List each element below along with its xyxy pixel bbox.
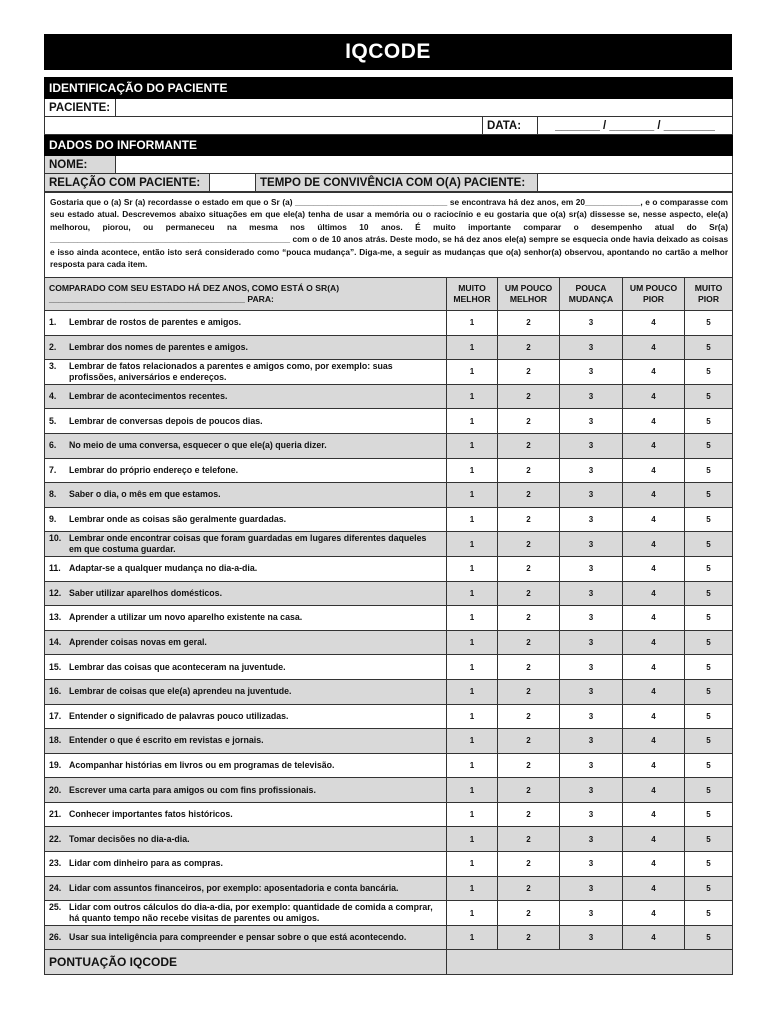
item-option-4[interactable]: 4 [623, 384, 685, 409]
item-option-5[interactable]: 5 [685, 360, 733, 385]
table-row [45, 458, 733, 483]
item-option-3[interactable]: 3 [560, 483, 623, 508]
item-number: 3. [49, 360, 57, 371]
item-option-2[interactable]: 2 [498, 483, 560, 508]
item-option-2[interactable]: 2 [498, 507, 560, 532]
item-question [45, 925, 447, 950]
item-option-5[interactable]: 5 [685, 433, 733, 458]
item-question [45, 753, 447, 778]
item-question [45, 852, 447, 877]
item-option-3[interactable]: 3 [560, 409, 623, 434]
item-text: Usar sua inteligência para compreender e pensar sobre o que está acontecendo. [69, 932, 407, 943]
date-label: DATA: [483, 117, 538, 135]
item-question [45, 581, 447, 606]
question-header-line1: COMPARADO COM SEU ESTADO HÁ DEZ ANOS, COMO ESTÁ O SR(A) [49, 283, 340, 293]
coexistence-time-field[interactable] [538, 174, 733, 192]
patient-label: PACIENTE: [45, 99, 116, 117]
item-option-5[interactable]: 5 [685, 630, 733, 655]
item-number: 21. [49, 809, 62, 820]
score-label: PONTUAÇÃO IQCODE [45, 950, 447, 975]
item-option-1[interactable]: 1 [447, 753, 498, 778]
item-number: 17. [49, 710, 62, 721]
item-option-3[interactable]: 3 [560, 876, 623, 901]
item-text: Lembrar de fatos relacionados a parentes e amigos como, por exemplo: suas profissões, aniversários e endereços. [69, 360, 393, 382]
item-question [45, 729, 447, 754]
informant-section-header: DADOS DO INFORMANTE [45, 135, 733, 156]
item-text: Saber o dia, o mês em que estamos. [69, 489, 221, 500]
item-text: Conhecer importantes fatos históricos. [69, 809, 233, 820]
item-option-4[interactable]: 4 [623, 606, 685, 631]
relation-label: RELAÇÃO COM PACIENTE: [45, 174, 210, 192]
item-option-4[interactable]: 4 [623, 802, 685, 827]
item-option-4[interactable]: 4 [623, 630, 685, 655]
item-option-4[interactable]: 4 [623, 827, 685, 852]
item-text: No meio de uma conversa, esquecer o que ele(a) queria dizer. [69, 440, 327, 451]
item-number: 24. [49, 882, 62, 893]
question-header-line2: _________________________________________ PARA: [49, 294, 274, 304]
item-question [45, 876, 447, 901]
item-option-4[interactable]: 4 [623, 532, 685, 557]
informant-name-label: NOME: [45, 156, 116, 174]
item-option-4[interactable]: 4 [623, 409, 685, 434]
item-number: 13. [49, 612, 62, 623]
item-option-1[interactable]: 1 [447, 852, 498, 877]
item-option-3[interactable]: 3 [560, 532, 623, 557]
items-body [45, 311, 733, 950]
item-option-4[interactable]: 4 [623, 507, 685, 532]
item-number: 19. [49, 759, 62, 770]
item-option-1[interactable]: 1 [447, 556, 498, 581]
item-option-1[interactable]: 1 [447, 901, 498, 926]
item-option-2[interactable]: 2 [498, 335, 560, 360]
item-text: Lidar com assuntos financeiros, por exemplo: aposentadoria e conta bancária. [69, 882, 399, 893]
item-option-5[interactable]: 5 [685, 483, 733, 508]
item-text: Lembrar do próprio endereço e telefone. [69, 464, 239, 475]
item-option-4[interactable]: 4 [623, 458, 685, 483]
item-option-2[interactable]: 2 [498, 433, 560, 458]
item-option-5[interactable]: 5 [685, 581, 733, 606]
item-option-3[interactable]: 3 [560, 901, 623, 926]
item-option-2[interactable]: 2 [498, 679, 560, 704]
item-option-2[interactable]: 2 [498, 630, 560, 655]
item-option-4[interactable]: 4 [623, 901, 685, 926]
table-row [45, 409, 733, 434]
item-option-5[interactable]: 5 [685, 778, 733, 803]
form-title: IQCODE [44, 34, 732, 70]
item-number: 23. [49, 858, 62, 869]
item-question [45, 433, 447, 458]
item-question [45, 901, 447, 926]
item-option-5[interactable]: 5 [685, 507, 733, 532]
item-number: 9. [49, 514, 57, 525]
item-question [45, 556, 447, 581]
relation-field[interactable] [210, 174, 256, 192]
table-row [45, 606, 733, 631]
item-option-5[interactable]: 5 [685, 311, 733, 336]
item-text: Lembrar onde encontrar coisas que foram guardadas em lugares diferentes daqueles em que costuma guardar. [69, 533, 427, 555]
item-option-3[interactable]: 3 [560, 852, 623, 877]
item-option-4[interactable]: 4 [623, 679, 685, 704]
item-option-1[interactable]: 1 [447, 729, 498, 754]
item-option-2[interactable]: 2 [498, 901, 560, 926]
item-option-5[interactable]: 5 [685, 409, 733, 434]
item-number: 22. [49, 833, 62, 844]
item-option-2[interactable]: 2 [498, 802, 560, 827]
option-header-muito-melhor: MUITO MELHOR [447, 278, 498, 311]
item-number: 16. [49, 686, 62, 697]
table-row [45, 778, 733, 803]
item-option-3[interactable]: 3 [560, 704, 623, 729]
item-question [45, 409, 447, 434]
table-row [45, 876, 733, 901]
item-question [45, 384, 447, 409]
item-option-4[interactable]: 4 [623, 581, 685, 606]
item-option-3[interactable]: 3 [560, 802, 623, 827]
item-question [45, 802, 447, 827]
identification-table [44, 77, 733, 192]
option-header-muito-pior: MUITO PIOR [685, 278, 733, 311]
item-option-4[interactable]: 4 [623, 655, 685, 680]
item-option-3[interactable]: 3 [560, 556, 623, 581]
item-option-5[interactable]: 5 [685, 679, 733, 704]
item-option-5[interactable]: 5 [685, 901, 733, 926]
item-option-3[interactable]: 3 [560, 679, 623, 704]
iqcode-form [44, 34, 732, 975]
item-option-5[interactable]: 5 [685, 925, 733, 950]
item-option-5[interactable]: 5 [685, 802, 733, 827]
option-header-um-pouco-melhor: UM POUCO MELHOR [498, 278, 560, 311]
item-option-5[interactable]: 5 [685, 606, 733, 631]
table-row [45, 507, 733, 532]
item-text: Saber utilizar aparelhos domésticos. [69, 587, 223, 598]
item-option-2[interactable]: 2 [498, 753, 560, 778]
item-number: 8. [49, 489, 57, 500]
item-option-3[interactable]: 3 [560, 753, 623, 778]
item-option-1[interactable]: 1 [447, 778, 498, 803]
item-option-3[interactable]: 3 [560, 433, 623, 458]
table-row [45, 630, 733, 655]
item-text: Lidar com dinheiro para as compras. [69, 858, 223, 869]
item-option-1[interactable]: 1 [447, 704, 498, 729]
item-number: 2. [49, 341, 57, 352]
table-row [45, 802, 733, 827]
item-option-1[interactable]: 1 [447, 606, 498, 631]
table-row [45, 729, 733, 754]
item-option-5[interactable]: 5 [685, 753, 733, 778]
item-option-2[interactable]: 2 [498, 704, 560, 729]
table-row [45, 704, 733, 729]
item-option-4[interactable]: 4 [623, 556, 685, 581]
item-option-2[interactable]: 2 [498, 925, 560, 950]
item-number: 4. [49, 391, 57, 402]
item-option-2[interactable]: 2 [498, 532, 560, 557]
item-option-4[interactable]: 4 [623, 433, 685, 458]
item-option-2[interactable]: 2 [498, 778, 560, 803]
item-option-4[interactable]: 4 [623, 311, 685, 336]
item-option-2[interactable]: 2 [498, 606, 560, 631]
item-number: 25. [49, 902, 62, 913]
informant-name-field[interactable] [116, 156, 733, 174]
item-option-4[interactable]: 4 [623, 852, 685, 877]
item-question [45, 335, 447, 360]
item-option-1[interactable]: 1 [447, 679, 498, 704]
item-option-1[interactable]: 1 [447, 335, 498, 360]
item-text: Lembrar das coisas que aconteceram na juventude. [69, 661, 286, 672]
score-field[interactable] [447, 950, 733, 975]
table-row [45, 360, 733, 385]
item-option-1[interactable]: 1 [447, 532, 498, 557]
option-header-um-pouco-pior: UM POUCO PIOR [623, 278, 685, 311]
table-row [45, 655, 733, 680]
item-option-2[interactable]: 2 [498, 409, 560, 434]
item-option-3[interactable]: 3 [560, 778, 623, 803]
item-option-1[interactable]: 1 [447, 433, 498, 458]
item-question [45, 311, 447, 336]
item-option-1[interactable]: 1 [447, 802, 498, 827]
item-question [45, 507, 447, 532]
item-question [45, 827, 447, 852]
item-option-1[interactable]: 1 [447, 409, 498, 434]
item-text: Lembrar dos nomes de parentes e amigos. [69, 341, 248, 352]
item-option-2[interactable]: 2 [498, 655, 560, 680]
item-option-4[interactable]: 4 [623, 729, 685, 754]
item-option-4[interactable]: 4 [623, 704, 685, 729]
item-option-1[interactable]: 1 [447, 581, 498, 606]
item-option-1[interactable]: 1 [447, 507, 498, 532]
item-question [45, 679, 447, 704]
table-row [45, 925, 733, 950]
patient-field-continued[interactable] [45, 117, 483, 135]
item-option-2[interactable]: 2 [498, 852, 560, 877]
item-text: Lembrar de conversas depois de poucos dias. [69, 415, 263, 426]
item-question [45, 778, 447, 803]
table-row [45, 311, 733, 336]
item-number: 14. [49, 637, 62, 648]
item-text: Lembrar onde as coisas são geralmente guardadas. [69, 514, 287, 525]
item-option-3[interactable]: 3 [560, 311, 623, 336]
table-row [45, 581, 733, 606]
item-option-4[interactable]: 4 [623, 925, 685, 950]
item-option-3[interactable]: 3 [560, 630, 623, 655]
item-text: Tomar decisões no dia-a-dia. [69, 833, 190, 844]
item-text: Lidar com outros cálculos do dia-a-dia, por exemplo: quantidade de comida a comprar, há quanto tempo não recebe visitas de parentes ou amigos. [69, 902, 433, 924]
item-option-4[interactable]: 4 [623, 335, 685, 360]
item-text: Lembrar de coisas que ele(a) aprendeu na juventude. [69, 686, 292, 697]
item-option-5[interactable]: 5 [685, 556, 733, 581]
item-option-5[interactable]: 5 [685, 729, 733, 754]
item-number: 12. [49, 587, 62, 598]
item-option-4[interactable]: 4 [623, 483, 685, 508]
item-option-2[interactable]: 2 [498, 827, 560, 852]
item-text: Lembrar de acontecimentos recentes. [69, 391, 228, 402]
item-question [45, 532, 447, 557]
item-text: Escrever uma carta para amigos ou com fins profissionais. [69, 784, 316, 795]
item-option-3[interactable]: 3 [560, 335, 623, 360]
item-question [45, 483, 447, 508]
table-row [45, 901, 733, 926]
item-option-2[interactable]: 2 [498, 311, 560, 336]
item-option-2[interactable]: 2 [498, 360, 560, 385]
question-header [45, 278, 447, 311]
item-option-3[interactable]: 3 [560, 458, 623, 483]
item-number: 10. [49, 533, 62, 544]
item-option-1[interactable]: 1 [447, 827, 498, 852]
item-option-1[interactable]: 1 [447, 483, 498, 508]
item-option-5[interactable]: 5 [685, 827, 733, 852]
option-header-pouca-mudanca: POUCA MUDANÇA [560, 278, 623, 311]
item-text: Entender o significado de palavras pouco utilizadas. [69, 710, 289, 721]
item-option-1[interactable]: 1 [447, 876, 498, 901]
item-option-4[interactable]: 4 [623, 360, 685, 385]
item-option-5[interactable]: 5 [685, 704, 733, 729]
items-table [44, 192, 733, 975]
item-option-3[interactable]: 3 [560, 581, 623, 606]
item-text: Adaptar-se a qualquer mudança no dia-a-dia. [69, 563, 258, 574]
item-question [45, 360, 447, 385]
table-row [45, 827, 733, 852]
item-number: 6. [49, 440, 57, 451]
item-option-2[interactable]: 2 [498, 384, 560, 409]
patient-field[interactable] [116, 99, 733, 117]
table-row [45, 679, 733, 704]
item-option-4[interactable]: 4 [623, 778, 685, 803]
item-number: 20. [49, 784, 62, 795]
item-text: Entender o que é escrito em revistas e jornais. [69, 735, 264, 746]
item-option-1[interactable]: 1 [447, 384, 498, 409]
item-number: 15. [49, 661, 62, 672]
item-option-3[interactable]: 3 [560, 827, 623, 852]
item-option-3[interactable]: 3 [560, 606, 623, 631]
item-option-3[interactable]: 3 [560, 729, 623, 754]
item-question [45, 704, 447, 729]
item-question [45, 606, 447, 631]
item-option-3[interactable]: 3 [560, 655, 623, 680]
coexistence-time-label: TEMPO DE CONVIVÊNCIA COM O(A) PACIENTE: [256, 174, 538, 192]
item-option-3[interactable]: 3 [560, 507, 623, 532]
item-option-5[interactable]: 5 [685, 532, 733, 557]
item-option-4[interactable]: 4 [623, 876, 685, 901]
item-text: Aprender a utilizar um novo aparelho existente na casa. [69, 612, 303, 623]
item-question [45, 630, 447, 655]
item-text: Aprender coisas novas em geral. [69, 637, 207, 648]
item-number: 11. [49, 563, 61, 574]
instructions-text: Gostaria que o (a) Sr (a) recordasse o estado em que o Sr (a) _________________________________ se encontrava há dez anos, em 20____________, e o comparasse com seu estado atual. Descrevemos abaixo situações em que ele(a) tenha de usar a memória ou o raciocínio e eu gostaria que o(a) sr(a) dissesse se, nesse aspecto, ele(a) melhorou, piorou, ou permaneceu na mesma nos últimos 10 anos. É muito importante comparar o desempenho atual do Sr(a) ____________________________________________________ com o de 10 anos atrás. Deste modo, se há dez anos ele(a) sempre se esquecia onde havia deixado as coisas e isso ainda acontece, então isto será considerado como “pouca mudança”. Diga-me, a seguir as mudanças que o(a) senhor(a) observou, apontando no cartão a melhor resposta para cada item. [45, 193, 733, 278]
item-option-5[interactable]: 5 [685, 384, 733, 409]
table-row [45, 384, 733, 409]
item-option-1[interactable]: 1 [447, 655, 498, 680]
item-option-1[interactable]: 1 [447, 360, 498, 385]
item-text: Acompanhar histórias em livros ou em programas de televisão. [69, 759, 335, 770]
item-option-3[interactable]: 3 [560, 384, 623, 409]
item-option-1[interactable]: 1 [447, 458, 498, 483]
item-option-4[interactable]: 4 [623, 753, 685, 778]
item-option-3[interactable]: 3 [560, 360, 623, 385]
item-text: Lembrar de rostos de parentes e amigos. [69, 317, 242, 328]
table-row [45, 483, 733, 508]
table-row [45, 852, 733, 877]
item-option-1[interactable]: 1 [447, 925, 498, 950]
table-row [45, 335, 733, 360]
item-option-3[interactable]: 3 [560, 925, 623, 950]
item-option-2[interactable]: 2 [498, 581, 560, 606]
item-option-2[interactable]: 2 [498, 876, 560, 901]
item-question [45, 458, 447, 483]
item-number: 5. [49, 415, 57, 426]
table-row [45, 433, 733, 458]
item-option-2[interactable]: 2 [498, 458, 560, 483]
table-row [45, 556, 733, 581]
table-row [45, 532, 733, 557]
item-question [45, 655, 447, 680]
item-option-5[interactable]: 5 [685, 655, 733, 680]
table-row [45, 753, 733, 778]
item-option-1[interactable]: 1 [447, 311, 498, 336]
item-option-5[interactable]: 5 [685, 335, 733, 360]
item-number: 18. [49, 735, 62, 746]
item-option-1[interactable]: 1 [447, 630, 498, 655]
patient-section-header: IDENTIFICAÇÃO DO PACIENTE [45, 78, 733, 99]
item-number: 7. [49, 464, 57, 475]
item-number: 26. [49, 932, 62, 943]
item-option-5[interactable]: 5 [685, 458, 733, 483]
date-field[interactable]: _______ / _______ / ________ [538, 117, 733, 135]
item-option-2[interactable]: 2 [498, 729, 560, 754]
item-number: 1. [49, 317, 57, 328]
item-option-5[interactable]: 5 [685, 876, 733, 901]
item-option-2[interactable]: 2 [498, 556, 560, 581]
item-option-5[interactable]: 5 [685, 852, 733, 877]
